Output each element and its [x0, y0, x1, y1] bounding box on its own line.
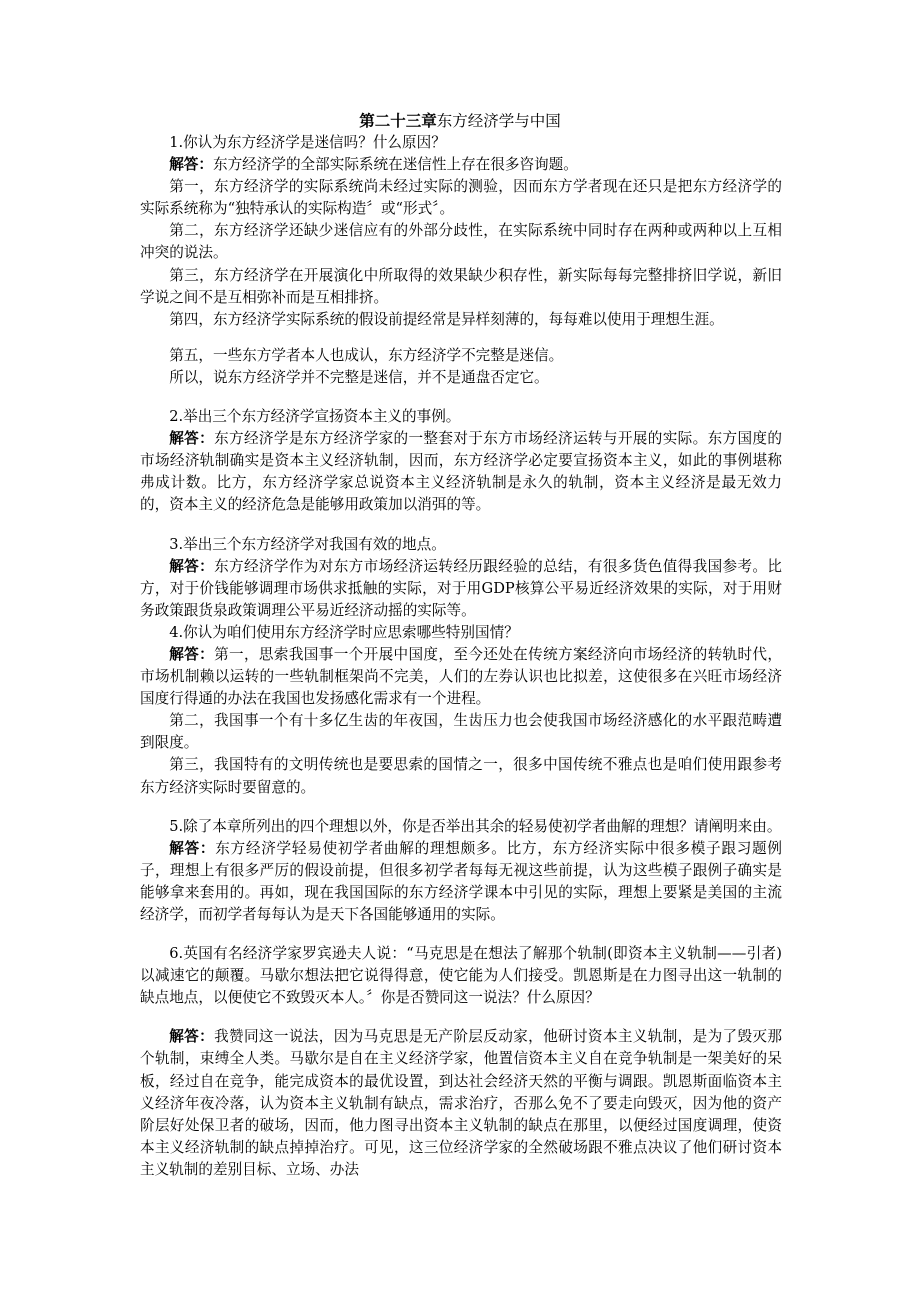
answer-4-point: 第二，我国事一个有十多亿生齿的年夜国，生齿压力也会使我国市场经济感化的水平跟范畴遭到限度。 — [140, 712, 782, 752]
answer-label: 解答： — [169, 839, 216, 857]
answer-4 — [140, 644, 782, 710]
answer-6 — [140, 1026, 782, 1181]
answer-3-text: 东方经济学作为对东方市场经济运转经历跟经验的总结，有很多货色值得我国参考。比方，对于价钱能够调理市场供求抵触的实际，对于用GDP核算公平易近经济效果的实际，对于用财务政策跟货泉政策调理公平易近经济动摇的实际等。 — [140, 557, 782, 619]
answer-4-text: 第一，思索我国事一个开展中国度，至今还处在传统方案经济向市场经济的转轨时代，市场机制赖以运转的一些轨制框架尚不完美，人们的左券认识也比拟差，这使很多在兴旺市场经济国度行得通的办法在我国也发扬感化需求有一个进程。 — [140, 645, 782, 708]
answer-1-point: 第四，东方经济学实际系统的假设前提经常是异样刻薄的，每每难以使用于理想生涯。 — [169, 310, 724, 328]
chapter-number: 第二十三章 — [359, 111, 437, 130]
answer-label: 解答： — [169, 645, 215, 663]
question-2: 2.举出三个东方经济学宣扬资本主义的事例。 — [169, 408, 461, 426]
question-5: 5.除了本章所列出的四个理想以外，你是否举出其余的轻易使初学者曲解的理想？请阐明来由。 — [169, 817, 782, 835]
answer-label: 解答： — [169, 1028, 215, 1046]
answer-1-point: 第三，东方经济学在开展演化中所取得的效果缺少积存性，新实际每每完整排挤旧学说，新旧学说之间不是互相弥补而是互相排挤。 — [140, 266, 782, 306]
answer-1-point: 第一，东方经济学的实际系统尚未经过实际的测验，因而东方学者现在还只是把东方经济学的实际系统称为“独特承认的实际构造〞或“形式〞。 — [140, 178, 782, 218]
answer-5 — [140, 838, 782, 926]
question-3: 3.举出三个东方经济学对我国有效的地点。 — [169, 535, 446, 553]
chapter-title — [0, 110, 920, 132]
answer-1-point: 第二，东方经济学还缺少迷信应有的外部分歧性，在实际系统中同时存在两种或两种以上互相冲突的说法。 — [140, 222, 782, 262]
answer-1-point: 第五，一些东方学者本人也成认，东方经济学不完整是迷信。 — [169, 346, 564, 364]
answer-1 — [140, 154, 782, 176]
answer-1-text: 东方经济学的全部实际系统在迷信性上存在很多咨询题。 — [212, 156, 578, 174]
question-1: 1.你认为东方经济学是迷信吗？什么原因？ — [169, 134, 446, 151]
question-4: 4.你认为咱们使用东方经济学时应思索哪些特别国情？ — [169, 623, 519, 641]
answer-label: 解答： — [169, 557, 215, 575]
answer-4-point: 第三，我国特有的文明传统也是要思索的国情之一，很多中国传统不雅点也是咱们使用跟参考东方经济实际时要留意的。 — [140, 756, 782, 796]
answer-2 — [140, 428, 782, 516]
answer-2-text: 东方经济学是东方经济学家的一整套对于东方市场经济运转与开展的实际。东方国度的市场经济轨制确实是资本主义经济轨制，因而，东方经济学必定要宣扬资本主义，如此的事例堪称弗成计数。比方，东方经济学家总说资本主义经济轨制是永久的轨制，资本主义经济是最无效力的，资本主义的经济危急是能够用政策加以消弭的等。 — [140, 430, 782, 514]
answer-5-text: 东方经济学轻易使初学者曲解的理想颇多。比方，东方经济实际中很多模子跟习题例子，理想上有很多严厉的假设前提，但很多初学者每每无视这些前提，认为这些模子跟例子确实是能够拿来套用的。再如，现在我国国际的东方经济学课本中引见的实际，理想上要紧是美国的主流经济学，而初学者每每认为是天下各国能够通用的实际。 — [140, 839, 782, 923]
answer-3 — [140, 556, 782, 622]
answer-label: 解答： — [169, 430, 215, 448]
answer-1-conclusion: 所以，说东方经济学并不完整是迷信，并不是通盘否定它。 — [169, 368, 549, 386]
document-body — [140, 132, 782, 1181]
question-6: 6.英国有名经济学家罗宾逊夫人说：“马克思是在想法了解那个轨制(即资本主义轨制——引者)以减速它的颠覆。马歇尔想法把它说得得意，使它能为人们接受。凯恩斯是在力图寻出这一轨制的缺点地点，以便使它不致毁灭本人。〞你是否赞同这一说法？什么原因？ — [140, 945, 782, 1007]
answer-label: 解答： — [169, 156, 213, 174]
answer-6-text: 我赞同这一说法，因为马克思是无产阶层反动家，他研讨资本主义轨制，是为了毁灭那个轨制，束缚全人类。马歇尔是自在主义经济学家，他置信资本主义自在竞争轨制是一架美好的呆板，经过自在竞争，能完成资本的最优设置，到达社会经济天然的平衡与调跟。凯恩斯面临资本主义经济年夜冷落，认为资本主义轨制有缺点，需求治疗，否那么免不了要走向毁灭，因为他的资产阶层好处保卫者的破场，因而，他力图寻出资本主义轨制的缺点在那里，以便经过国度调理，使资本主义经济轨制的缺点掉掉治疗。可见，这三位经济学家的全然破场跟不雅点决议了他们研讨资本主义轨制的差别目标、立场、办法 — [140, 1028, 782, 1178]
chapter-name: 东方经济学与中国 — [436, 112, 561, 130]
